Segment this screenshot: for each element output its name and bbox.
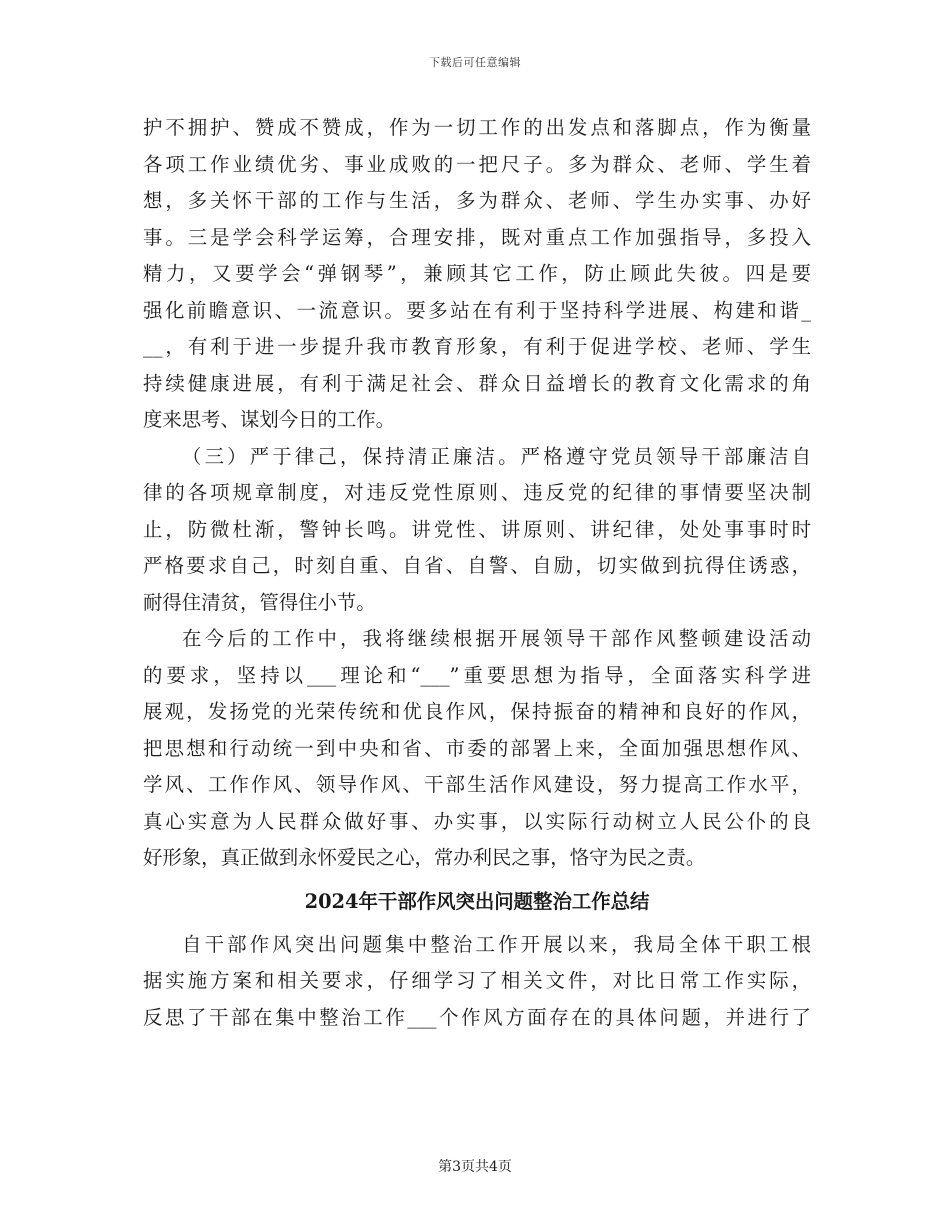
body-line: 的要求，坚持以___理论和“___”重要思想为指导，全面落实科学进 <box>143 663 811 687</box>
body-line: 各项工作业绩优劣、事业成败的一把尺子。多为群众、老师、学生着 <box>143 152 811 176</box>
body-line: 律的各项规章制度，对违反党性原则、违反党的纪律的事情要坚决制 <box>143 481 811 504</box>
document-body <box>143 110 811 1036</box>
body-line: 想，多关怀干部的工作与生活，多为群众、老师、学生办实事、办好 <box>143 189 811 212</box>
body-line: 严格要求自己，时刻自重、自省、自警、自励，切实做到抗得住诱惑， <box>143 554 811 577</box>
header-note: 下载后可任意编辑 <box>429 56 521 69</box>
body-line: __，有利于进一步提升我市教育形象，有利于促进学校、老师、学生 <box>143 335 811 358</box>
body-line: 度来思考、谋划今日的工作。 <box>143 408 396 431</box>
body-line: 事。三是学会科学运筹，合理安排，既对重点工作加强指导，多投入 <box>143 225 811 249</box>
section-title: 2024年干部作风突出问题整治工作总结 <box>304 889 650 913</box>
body-line: 持续健康进展，有利于满足社会、群众日益增长的教育文化需求的角 <box>143 371 811 395</box>
section-line: 据实施方案和相关要求，仔细学习了相关文件，对比日常工作实际， <box>143 969 811 992</box>
body-line: 真心实意为人民群众做好事、办实事，以实际行动树立人民公仆的良 <box>143 809 811 833</box>
page-number: 第3页共4页 <box>438 1159 512 1175</box>
body-line: 耐得住清贫，管得住小节。 <box>143 590 376 614</box>
body-line: 把思想和行动统一到中央和省、市委的部署上来，全面加强思想作风、 <box>143 736 811 760</box>
body-line: 护不拥护、赞成不赞成，作为一切工作的出发点和落脚点，作为衡量 <box>143 116 811 139</box>
body-line: 止，防微杜渐，警钟长鸣。讲党性、讲原则、讲纪律，处处事事时时 <box>143 517 811 541</box>
section-line: 反思了干部在集中整治工作___个作风方面存在的具体问题，并进行了 <box>143 1005 811 1029</box>
body-line: 好形象，真正做到永怀爱民之心，常办利民之事，恪守为民之责。 <box>143 846 706 869</box>
section-line: 自干部作风突出问题集中整治工作开展以来，我局全体干职工根 <box>182 932 811 956</box>
body-line: 展观，发扬党的光荣传统和优良作风，保持振奋的精神和良好的作风， <box>143 700 811 723</box>
body-line: （三）严于律己，保持清正廉洁。严格遵守党员领导干部廉洁自 <box>182 444 811 468</box>
body-line: 强化前瞻意识、一流意识。要多站在有利于坚持科学进展、构建和谐_ <box>143 298 811 322</box>
body-line: 在今后的工作中，我将继续根据开展领导干部作风整顿建设活动 <box>182 627 811 650</box>
body-line: 学风、工作作风、领导作风、干部生活作风建设，努力提高工作水平， <box>143 773 811 796</box>
body-line: 精力，又要学会“弹钢琴”，兼顾其它工作，防止顾此失彼。四是要 <box>143 262 811 285</box>
